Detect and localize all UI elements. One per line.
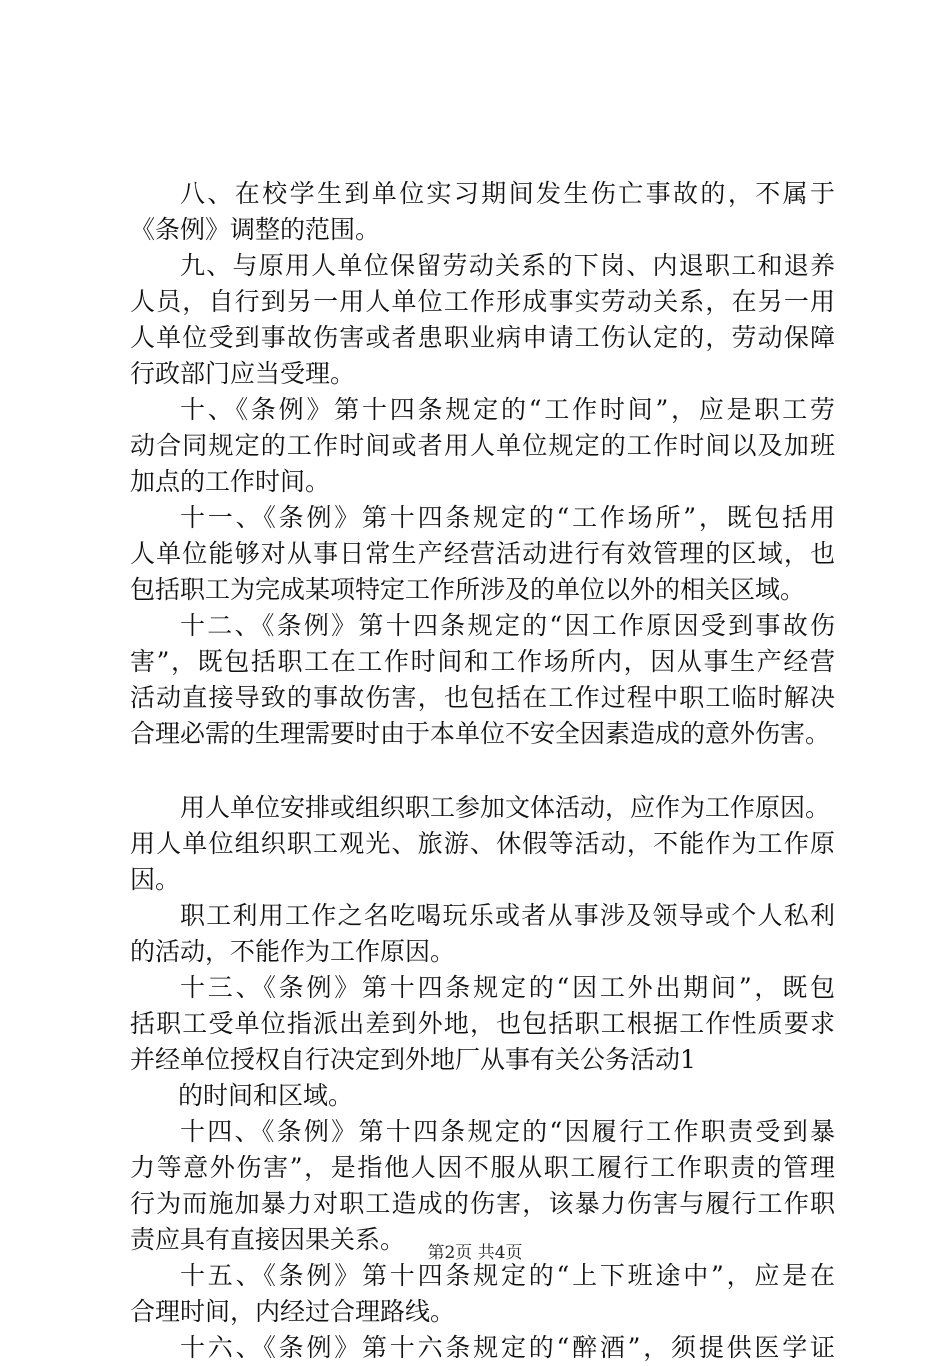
paragraph-line: 因。 bbox=[130, 865, 181, 894]
paragraph-line: 十三、《条例》第十四条规定的“因工外出期间”，既包 bbox=[180, 973, 835, 1002]
paragraph-line: 人单位能够对从事日常生产经营活动进行有效管理的区域，也 bbox=[130, 539, 835, 568]
paragraph-line: 括职工受单位指派出差到外地，也包括职工根据工作性质要求 bbox=[130, 1009, 835, 1038]
paragraph-line: 活动直接导致的事故伤害，也包括在工作过程中职工临时解决 bbox=[130, 683, 835, 712]
paragraph-line: 十、《条例》第十四条规定的“工作时间”，应是职工劳 bbox=[180, 395, 835, 424]
paragraph-line: 的活动，不能作为工作原因。 bbox=[130, 937, 456, 966]
paragraph-line: 力等意外伤害”，是指他人因不服从职工履行工作职责的管理 bbox=[130, 1153, 835, 1182]
paragraph-line: 职工利用工作之名吃喝玩乐或者从事涉及领导或个人私利 bbox=[180, 901, 835, 930]
paragraph-line: 合理必需的生理需要时由于本单位不安全因素造成的意外伤害。 bbox=[130, 719, 831, 748]
paragraph-line: 害”，既包括职工在工作时间和工作场所内，因从事生产经营 bbox=[130, 647, 835, 676]
paragraph-line: 十二、《条例》第十四条规定的“因工作原因受到事故伤 bbox=[180, 611, 835, 640]
paragraph-line: 包括职工为完成某项特定工作所涉及的单位以外的相关区域。 bbox=[130, 575, 806, 604]
paragraph-line: 九、与原用人单位保留劳动关系的下岗、内退职工和退养 bbox=[180, 251, 835, 280]
paragraph-line: 加点的工作时间。 bbox=[130, 467, 331, 496]
paragraph-line: 并经单位授权自行决定到外地厂从事有关公务活动1 bbox=[130, 1045, 696, 1074]
paragraph-line: 人员，自行到另一用人单位工作形成事实劳动关系，在另一用 bbox=[130, 287, 835, 316]
paragraph-line: 用人单位安排或组织职工参加文体活动，应作为工作原因。 bbox=[180, 793, 831, 822]
paragraph-line: 人单位受到事故伤害或者患职业病申请工伤认定的，劳动保障 bbox=[130, 323, 835, 352]
paragraph-line: 责应具有直接因果关系。 bbox=[130, 1225, 406, 1254]
paragraph-line: 八、在校学生到单位实习期间发生伤亡事故的，不属于 bbox=[180, 179, 835, 208]
paragraph-line: 的时间和区域。 bbox=[178, 1081, 354, 1110]
paragraph-line: 合理时间，内经过合理路线。 bbox=[130, 1297, 456, 1326]
paragraph-line: 十一、《条例》第十四条规定的“工作场所”，既包括用 bbox=[180, 503, 835, 532]
paragraph-line: 行为而施加暴力对职工造成的伤害，该暴力伤害与履行工作职 bbox=[130, 1189, 835, 1218]
paragraph-gap bbox=[130, 752, 835, 790]
paragraph-line: 行政部门应当受理。 bbox=[130, 359, 356, 388]
paragraph-line: 十四、《条例》第十四条规定的“因履行工作职责受到暴 bbox=[180, 1117, 835, 1146]
paragraph-line: 十六、《条例》第十六条规定的“醉酒”，须提供医学证 bbox=[180, 1333, 835, 1362]
paragraph-line: 十五、《条例》第十四条规定的“上下班途中”，应是在 bbox=[180, 1261, 835, 1290]
page-number-footer: 第2页 共4页 bbox=[427, 1243, 523, 1263]
paragraph-line: 用人单位组织职工观光、旅游、休假等活动，不能作为工作原 bbox=[130, 829, 835, 858]
paragraph-line: 动合同规定的工作时间或者用人单位规定的工作时间以及加班 bbox=[130, 431, 835, 460]
paragraph-line: 《条例》调整的范围。 bbox=[130, 215, 381, 244]
document-body bbox=[130, 176, 835, 1366]
